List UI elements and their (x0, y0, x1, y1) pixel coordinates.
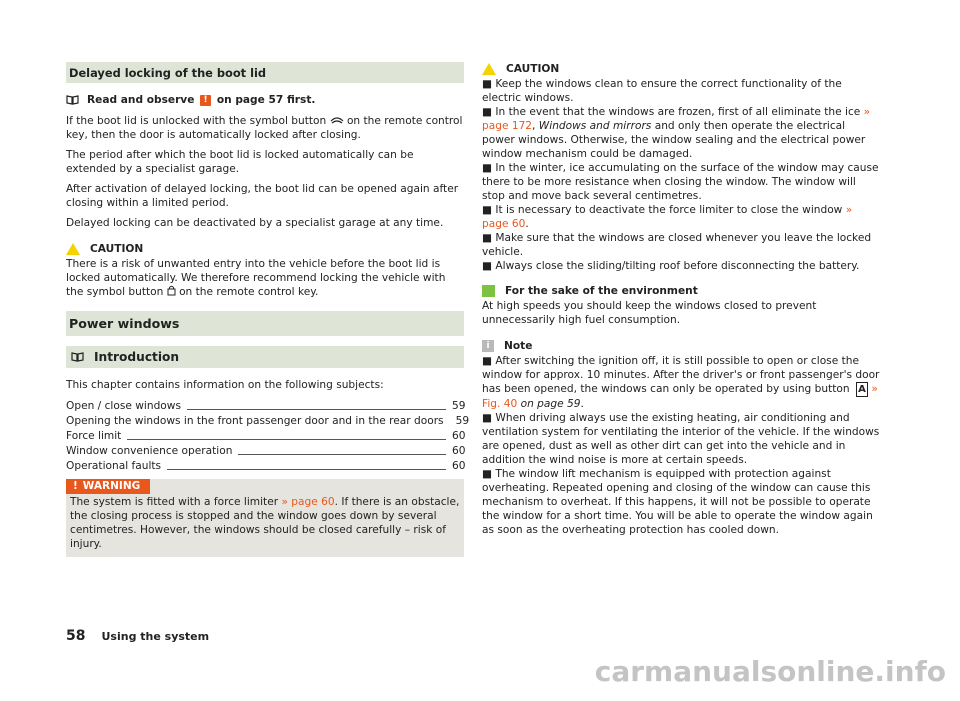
toc-row[interactable] (66, 428, 464, 443)
toc-leader (238, 454, 446, 455)
note-bullet: ■ The window lift mechanism is equipped with protection against overheating. Repeated opening and closing of the window can cause this mechanism to overheat. If this happens, it will not be possible to operate the window for a short time. You will be able to operate the window again as soon as the overheating protection has cooled down. (482, 468, 873, 536)
note-bullet: ■ When driving always use the existing heating, air conditioning and ventilation system for ventilating the interior of the vehicle. If the windows are opened, dust as well as other dirt can get into the vehicle and in addition the wind noise is more at certain speeds. (482, 412, 880, 466)
caution-bullet: ■ Make sure that the windows are closed whenever you leave the locked vehicle. (482, 232, 872, 258)
toc-label: Opening the windows in the front passenger door and in the rear doors (66, 415, 444, 427)
toc-row[interactable] (66, 443, 464, 458)
introduction-heading (66, 346, 464, 368)
info-icon: i (482, 340, 494, 352)
read-observe-pre: Read and observe (87, 94, 195, 106)
b2-sep: , (532, 120, 536, 132)
footer-section: Using the system (101, 630, 210, 643)
warning-mark-icon: ! (200, 95, 211, 106)
toc-page: 60 (452, 460, 466, 472)
lock-icon (167, 285, 176, 296)
caution-triangle-icon (482, 63, 496, 75)
paragraph-4: Delayed locking can be deactivated by a specialist garage at any time. (66, 217, 444, 229)
intro-text: This chapter contains information on the following subjects: (66, 379, 384, 391)
b4-pre: ■ It is necessary to deactivate the force limiter to close the window (482, 204, 843, 216)
p1-post: on the remote control key, then the door is automatically locked after closing. (66, 115, 463, 141)
toc-leader (167, 469, 446, 470)
toc-row[interactable] (66, 398, 464, 413)
caution-bullet (482, 105, 881, 161)
toc-page: 59 (455, 415, 470, 427)
power-windows-title: Power windows (66, 311, 464, 336)
paragraph-3: After activation of delayed locking, the boot lid can be opened again after closing within a limited period. (66, 183, 459, 209)
caution-triangle-icon (66, 243, 80, 255)
caution-bullet (482, 203, 881, 231)
toc-page: 59 (452, 400, 466, 412)
intro-title: Introduction (94, 350, 180, 364)
warning-tag (66, 479, 150, 494)
warning-label: WARNING (82, 480, 141, 492)
n1-pre: ■ After switching the ignition off, it is still possible to open or close the window for approx. 10 minutes. After the driver's or front passenger's door has been opened, the windows can only be operated by using button (482, 355, 880, 395)
toc-label: Window convenience operation (66, 445, 233, 457)
toc-row[interactable] (66, 458, 464, 473)
caution-text-post: on the remote control key. (179, 286, 319, 298)
warning-post: . If there is an obstacle, the closing process is stopped and the window goes down by several centimetres. However, the windows should be closed carefully – risk of injury. (70, 496, 460, 550)
caution-bullet: ■ Keep the windows clean to ensure the correct functionality of the electric windows. (482, 78, 842, 104)
toc-leader (187, 409, 446, 410)
note-label: Note (504, 340, 533, 352)
book-icon (66, 95, 79, 105)
toc-page: 60 (452, 445, 466, 457)
environment-icon (482, 285, 495, 297)
b4-post: . (525, 218, 529, 230)
b2-post: and only then operate the electrical power windows. Otherwise, the window sealing and the electrical power window mechanism could be damaged. (482, 120, 866, 160)
section-title-delayed-locking: Delayed locking of the boot lid (66, 62, 464, 83)
warning-text (70, 494, 460, 551)
page-footer (66, 629, 209, 644)
toc-label: Force limit (66, 430, 122, 442)
n1-italic: on page 59 (520, 398, 581, 410)
caution-bullet: ■ In the winter, ice accumulating on the surface of the window may cause there to be more resistance when closing the window. The window will stop and move back several centimetres. (482, 162, 879, 202)
note-bullets (482, 354, 881, 537)
warning-page-link[interactable]: » page 60 (281, 496, 335, 508)
n1-post: . (580, 398, 584, 410)
toc-page: 60 (452, 430, 466, 442)
book-icon (71, 352, 84, 362)
b2-italic: Windows and mirrors (538, 120, 652, 132)
b2-pre: ■ In the event that the windows are frozen, first of all eliminate the ice (482, 106, 861, 118)
b2-page-link[interactable]: » page 172 (482, 106, 871, 132)
read-observe-line (66, 93, 464, 107)
note-heading (482, 339, 881, 353)
b4-page-link[interactable]: » page 60 (482, 204, 853, 230)
warning-pre: The system is fitted with a force limiter (70, 496, 279, 508)
right-column (482, 62, 881, 537)
warning-mark-icon: ! (73, 480, 78, 492)
button-a-key: A (856, 382, 868, 397)
toc-row[interactable] (66, 413, 470, 428)
caution-label: CAUTION (90, 243, 144, 255)
caution-text-pre: There is a risk of unwanted entry into the vehicle before the boot lid is locked automatically. We therefore recommend locking the vehicle with the symbol button (66, 258, 446, 298)
note-bullet (482, 354, 881, 411)
paragraph-1 (66, 114, 464, 142)
left-column (66, 62, 470, 557)
caution-bullets (482, 77, 881, 273)
caution-bullet: ■ Always close the sliding/tilting roof before disconnecting the battery. (482, 260, 860, 272)
n1-fig-link[interactable]: » Fig. 40 (482, 383, 878, 410)
caution-heading (66, 242, 464, 256)
p1-pre: If the boot lid is unlocked with the symbol button (66, 115, 327, 127)
caution-heading (482, 62, 881, 76)
paragraph-2: The period after which the boot lid is locked automatically can be extended by a specialist garage. (66, 149, 414, 175)
toc-label: Open / close windows (66, 400, 181, 412)
environment-label: For the sake of the environment (505, 285, 698, 297)
toc-leader (127, 439, 446, 440)
environment-text: At high speeds you should keep the windows closed to prevent unnecessarily high fuel consumption. (482, 300, 817, 326)
site-watermark: carmanualsonline.info (594, 655, 946, 688)
page-number: 58 (66, 628, 86, 644)
table-of-contents (66, 398, 470, 473)
caution-label: CAUTION (506, 63, 560, 75)
caution-text (66, 257, 464, 299)
warning-box (66, 479, 464, 557)
car-unlock-icon (330, 116, 344, 124)
toc-label: Operational faults (66, 460, 162, 472)
environment-heading (482, 284, 881, 298)
read-observe-link[interactable]: on page 57 first. (216, 94, 316, 106)
